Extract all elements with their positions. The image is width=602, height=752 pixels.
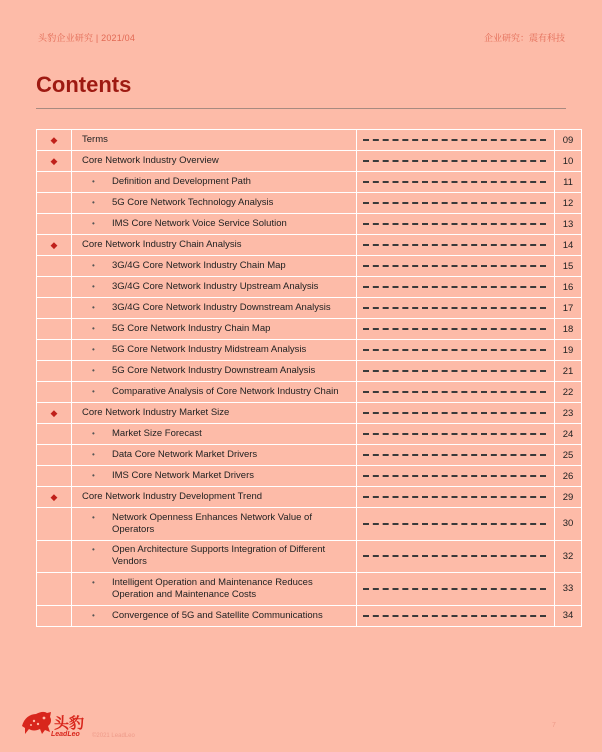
toc-subsection-title: 5G Core Network Industry Midstream Analysis: [112, 344, 307, 355]
toc-row[interactable]: [37, 424, 582, 445]
toc-leader-cell: [357, 130, 555, 151]
toc-marker-cell: [37, 172, 72, 193]
toc-subsection-title: 3G/4G Core Network Industry Upstream Analysis: [112, 281, 319, 292]
title-divider: [36, 108, 566, 109]
dot-bullet-icon: •: [92, 512, 95, 522]
toc-title-cell: [72, 235, 357, 256]
toc-marker-cell: [37, 319, 72, 340]
toc-marker-cell: [37, 573, 72, 606]
toc-row[interactable]: [37, 466, 582, 487]
toc-subsection-title: Open Architecture Supports Integration of Different Vendors: [112, 544, 326, 568]
toc-page-number: 26: [555, 466, 582, 487]
leopard-icon: [20, 708, 54, 738]
toc-leader-cell: [357, 214, 555, 235]
toc-title-cell: [72, 403, 357, 424]
dashed-leader-line: [363, 370, 546, 372]
dashed-leader-line: [363, 265, 546, 267]
toc-page-number: 13: [555, 214, 582, 235]
toc-title-cell: [72, 298, 357, 319]
toc-row[interactable]: [37, 130, 582, 151]
toc-title-cell: [72, 466, 357, 487]
toc-page-number: 22: [555, 382, 582, 403]
toc-marker-cell: [37, 235, 72, 256]
toc-row[interactable]: [37, 298, 582, 319]
dashed-leader-line: [363, 523, 546, 525]
toc-leader-cell: [357, 573, 555, 606]
toc-title-cell: [72, 319, 357, 340]
toc-marker-cell: [37, 508, 72, 541]
toc-subsection-title: IMS Core Network Market Drivers: [112, 470, 254, 481]
toc-title-cell: [72, 130, 357, 151]
toc-page-number: 24: [555, 424, 582, 445]
table-of-contents: [36, 129, 582, 627]
toc-marker-cell: [37, 193, 72, 214]
logo-chinese-text: 头豹: [54, 715, 85, 732]
toc-section-title: Terms: [82, 134, 108, 145]
toc-title-cell: [72, 361, 357, 382]
toc-row[interactable]: [37, 277, 582, 298]
toc-page-number: 25: [555, 445, 582, 466]
toc-page-number: 10: [555, 151, 582, 172]
dot-bullet-icon: •: [92, 387, 95, 396]
toc-subsection-title: IMS Core Network Voice Service Solution: [112, 218, 287, 229]
dot-bullet-icon: •: [92, 429, 95, 438]
toc-marker-cell: [37, 487, 72, 508]
dot-bullet-icon: •: [92, 610, 95, 620]
toc-marker-cell: [37, 214, 72, 235]
toc-row[interactable]: [37, 172, 582, 193]
toc-subsection-title: Comparative Analysis of Core Network Industry Chain: [112, 386, 339, 397]
page-number: 7: [552, 722, 556, 729]
toc-marker-cell: [37, 403, 72, 424]
toc-leader-cell: [357, 361, 555, 382]
toc-subsection-title: Market Size Forecast: [112, 428, 202, 439]
toc-row[interactable]: [37, 361, 582, 382]
toc-page-number: 12: [555, 193, 582, 214]
toc-section-title: Core Network Industry Development Trend: [82, 491, 263, 502]
toc-page-number: 18: [555, 319, 582, 340]
toc-title-cell: [72, 605, 357, 626]
toc-page-number: 16: [555, 277, 582, 298]
toc-leader-cell: [357, 424, 555, 445]
toc-row[interactable]: [37, 193, 582, 214]
toc-section-title: Core Network Industry Market Size: [82, 407, 230, 418]
toc-title-cell: [72, 340, 357, 361]
toc-marker-cell: [37, 361, 72, 382]
dashed-leader-line: [363, 391, 546, 393]
toc-marker-cell: [37, 340, 72, 361]
toc-title-cell: [72, 508, 357, 541]
toc-marker-cell: [37, 151, 72, 172]
toc-title-cell: [72, 151, 357, 172]
diamond-bullet-icon: ◆: [50, 134, 58, 145]
dot-bullet-icon: •: [92, 450, 95, 459]
dot-bullet-icon: •: [92, 366, 95, 375]
dot-bullet-icon: •: [92, 282, 95, 291]
toc-subsection-title: Network Openness Enhances Network Value of Operators: [112, 511, 312, 535]
dashed-leader-line: [363, 454, 546, 456]
toc-title-cell: [72, 172, 357, 193]
dashed-leader-line: [363, 181, 546, 183]
toc-leader-cell: [357, 298, 555, 319]
toc-marker-cell: [37, 256, 72, 277]
toc-marker-cell: [37, 277, 72, 298]
dashed-leader-line: [363, 588, 546, 590]
toc-row[interactable]: [37, 340, 582, 361]
toc-page-number: 19: [555, 340, 582, 361]
toc-page-number: 15: [555, 256, 582, 277]
toc-subsection-title: Convergence of 5G and Satellite Communications: [112, 609, 323, 621]
header-right-text: 企业研究：震有科技: [483, 33, 565, 43]
diamond-bullet-icon: ◆: [50, 155, 58, 166]
dashed-leader-line: [363, 307, 546, 309]
toc-row[interactable]: [37, 214, 582, 235]
toc-row[interactable]: [37, 540, 582, 573]
toc-marker-cell: [37, 298, 72, 319]
toc-title-cell: [72, 573, 357, 606]
dashed-leader-line: [363, 244, 546, 246]
toc-page-number: 34: [555, 605, 582, 626]
toc-subsection-title: 3G/4G Core Network Industry Downstream Analysis: [112, 302, 331, 313]
toc-title-cell: [72, 445, 357, 466]
toc-title-cell: [72, 540, 357, 573]
toc-leader-cell: [357, 235, 555, 256]
toc-marker-cell: [37, 466, 72, 487]
toc-leader-cell: [357, 172, 555, 193]
toc-leader-cell: [357, 540, 555, 573]
toc-title-cell: [72, 256, 357, 277]
toc-leader-cell: [357, 151, 555, 172]
toc-subsection-title: 5G Core Network Industry Downstream Analysis: [112, 365, 316, 376]
toc-row[interactable]: [37, 382, 582, 403]
dot-bullet-icon: •: [92, 324, 95, 333]
toc-page-number: 17: [555, 298, 582, 319]
toc-leader-cell: [357, 256, 555, 277]
page-title: Contents: [36, 72, 132, 97]
toc-title-cell: [72, 193, 357, 214]
dot-bullet-icon: •: [92, 345, 95, 354]
toc-subsection-title: 5G Core Network Industry Chain Map: [112, 323, 271, 334]
dashed-leader-line: [363, 555, 546, 557]
logo-english-text: LeadLeo: [51, 731, 80, 738]
dashed-leader-line: [363, 349, 546, 351]
dashed-leader-line: [363, 496, 546, 498]
dashed-leader-line: [363, 202, 546, 204]
dashed-leader-line: [363, 433, 546, 435]
toc-leader-cell: [357, 193, 555, 214]
toc-leader-cell: [357, 277, 555, 298]
toc-leader-cell: [357, 340, 555, 361]
diamond-bullet-icon: ◆: [50, 239, 58, 250]
toc-page-number: 23: [555, 403, 582, 424]
toc-leader-cell: [357, 487, 555, 508]
toc-subsection-title: Definition and Development Path: [112, 176, 251, 187]
toc-row[interactable]: [37, 573, 582, 606]
dot-bullet-icon: •: [92, 545, 95, 555]
toc-leader-cell: [357, 466, 555, 487]
toc-row[interactable]: [37, 235, 582, 256]
toc-marker-cell: [37, 424, 72, 445]
dot-bullet-icon: •: [92, 261, 95, 270]
toc-title-cell: [72, 487, 357, 508]
toc-subsection-title: 5G Core Network Technology Analysis: [112, 197, 274, 208]
toc-subsection-title: Intelligent Operation and Maintenance Reduces Operation and Maintenance Costs: [112, 576, 313, 600]
toc-leader-cell: [357, 605, 555, 626]
toc-row[interactable]: [37, 403, 582, 424]
toc-subsection-title: Data Core Network Market Drivers: [112, 449, 258, 460]
toc-page-number: 21: [555, 361, 582, 382]
toc-marker-cell: [37, 605, 72, 626]
toc-row[interactable]: [37, 487, 582, 508]
diamond-bullet-icon: ◆: [50, 407, 58, 418]
toc-page-number: 29: [555, 487, 582, 508]
dot-bullet-icon: •: [92, 303, 95, 312]
dashed-leader-line: [363, 139, 546, 141]
dashed-leader-line: [363, 223, 546, 225]
toc-leader-cell: [357, 508, 555, 541]
toc-leader-cell: [357, 382, 555, 403]
toc-row[interactable]: [37, 151, 582, 172]
toc-row[interactable]: [37, 319, 582, 340]
dashed-leader-line: [363, 615, 546, 617]
toc-page-number: 09: [555, 130, 582, 151]
toc-subsection-title: 3G/4G Core Network Industry Chain Map: [112, 260, 286, 271]
toc-page-number: 11: [555, 172, 582, 193]
toc-section-title: Core Network Industry Chain Analysis: [82, 239, 242, 250]
toc-marker-cell: [37, 382, 72, 403]
dot-bullet-icon: •: [92, 177, 95, 186]
header-left-text: 头豹企业研究 | 2021/04: [38, 33, 136, 43]
toc-title-cell: [72, 424, 357, 445]
dot-bullet-icon: •: [92, 471, 95, 480]
toc-section-title: Core Network Industry Overview: [82, 155, 219, 166]
toc-marker-cell: [37, 540, 72, 573]
toc-title-cell: [72, 382, 357, 403]
toc-page-number: 33: [555, 573, 582, 606]
dot-bullet-icon: •: [92, 219, 95, 228]
toc-page-number: 14: [555, 235, 582, 256]
dashed-leader-line: [363, 412, 546, 414]
copyright-text: ©2021 LeadLeo: [92, 733, 135, 739]
dashed-leader-line: [363, 328, 546, 330]
toc-page-number: 32: [555, 540, 582, 573]
diamond-bullet-icon: ◆: [50, 491, 58, 502]
dashed-leader-line: [363, 286, 546, 288]
toc-page-number: 30: [555, 508, 582, 541]
dashed-leader-line: [363, 160, 546, 162]
toc-row[interactable]: [37, 445, 582, 466]
toc-leader-cell: [357, 445, 555, 466]
toc-leader-cell: [357, 319, 555, 340]
toc-leader-cell: [357, 403, 555, 424]
toc-row[interactable]: [37, 605, 582, 626]
toc-marker-cell: [37, 130, 72, 151]
toc-title-cell: [72, 277, 357, 298]
dashed-leader-line: [363, 475, 546, 477]
toc-row[interactable]: [37, 256, 582, 277]
dot-bullet-icon: •: [92, 198, 95, 207]
toc-title-cell: [72, 214, 357, 235]
dot-bullet-icon: •: [92, 577, 95, 587]
toc-row[interactable]: [37, 508, 582, 541]
toc-marker-cell: [37, 445, 72, 466]
leadleo-logo: [20, 706, 98, 742]
